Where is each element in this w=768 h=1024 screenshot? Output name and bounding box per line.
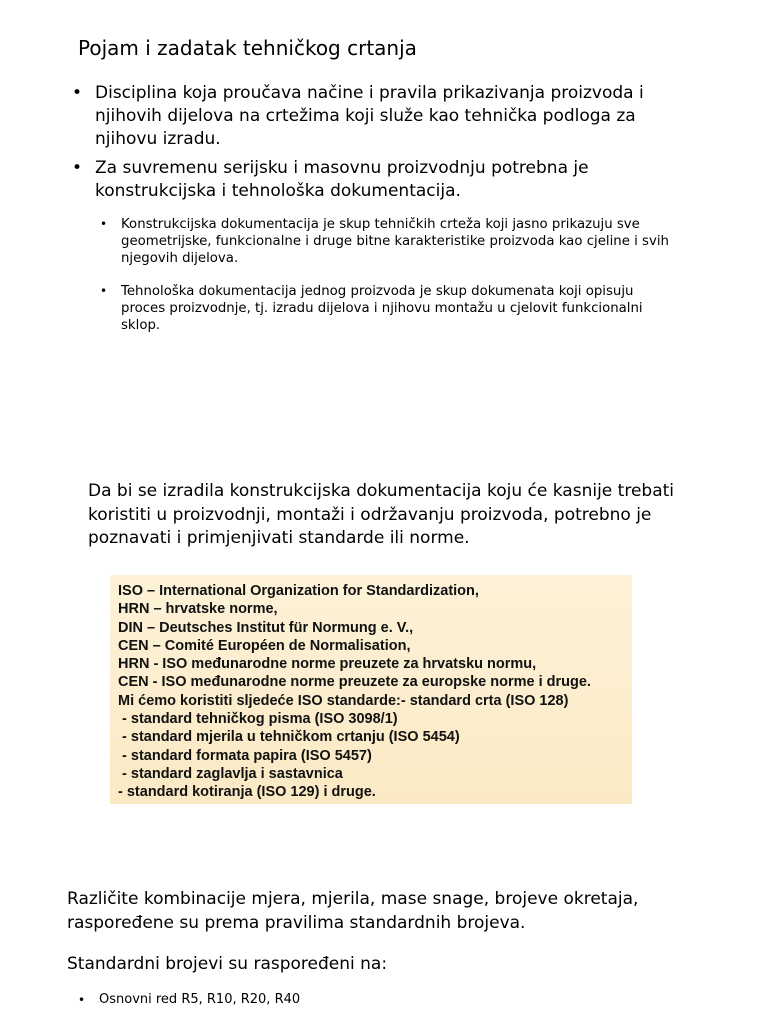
iso-box-line: CEN – Comité Européen de Normalisation, <box>118 637 411 654</box>
sub-bullet-list <box>100 216 680 350</box>
iso-box-line: Mi ćemo koristiti sljedeće ISO standarde:- standard crta (ISO 128) <box>118 692 569 709</box>
iso-box-line: - standard kotiranja (ISO 129) i druge. <box>118 784 376 801</box>
iso-box-line: HRN – hrvatske norme, <box>118 601 278 618</box>
main-bullet-list <box>72 82 692 209</box>
iso-box-line: - standard zaglavlja i sastavnica <box>118 765 343 782</box>
iso-standards-box <box>110 575 632 804</box>
iso-box-line: - standard formata papira (ISO 5457) <box>118 747 372 764</box>
standard-numbers-heading: Standardni brojevi su raspoređeni na: <box>67 954 388 974</box>
bottom-bullet-item: • Osnovni red R5, R10, R20, R40 <box>78 990 300 1010</box>
sub-bullet-item: • Konstrukcijska dokumentacija je skup tehničkih crteža koji jasno prikazuju sve geometrijske, funkcionalne i druge bitne karakteristike proizvoda kao cjeline i svih njegovih dijelova. <box>100 216 680 267</box>
iso-box-line: - standard tehničkog pisma (ISO 3098/1) <box>118 711 398 728</box>
iso-box-line: DIN – Deutsches Institut für Normung e. V., <box>118 619 414 636</box>
iso-box-line: HRN - ISO međunarodne norme preuzete za hrvatsku normu, <box>118 656 537 673</box>
standards-paragraph: Da bi se izradila konstrukcijska dokumentacija koju će kasnije trebati koristiti u proizvodnji, montaži i održavanju proizvoda, potrebno je poznavati i primjenjivati standarde ili norme. <box>88 481 674 548</box>
iso-box-line: ISO – International Organization for Standardization, <box>118 583 479 599</box>
iso-box-line: - standard mjerila u tehničkom crtanju (ISO 5454) <box>118 729 460 746</box>
sub-bullet-item: • Tehnološka dokumentacija jednog proizvoda je skup dokumenata koji opisuju proces proizvodnje, tj. izradu dijelova i njihovu montažu u cjelovit funkcionalni sklop. <box>100 283 680 334</box>
iso-box-line: CEN - ISO međunarodne norme preuzete za europske norme i druge. <box>118 674 591 691</box>
page-title: Pojam i zadatak tehničkog crtanja <box>78 36 417 60</box>
bottom-bullet-list <box>78 990 300 1010</box>
main-bullet-item: • Disciplina koja proučava načine i pravila prikazivanja proizvoda i njihovih dijelova na crtežima koji služe kao tehnička podloga za njihovu izradu. <box>72 82 692 151</box>
combinations-paragraph: Različite kombinacije mjera, mjerila, mase snage, brojeve okretaja, raspoređene su prema pravilima standardnih brojeva. <box>67 889 639 933</box>
main-bullet-item: • Za suvremenu serijsku i masovnu proizvodnju potrebna je konstrukcijska i tehnološka dokumentacija. <box>72 157 692 203</box>
